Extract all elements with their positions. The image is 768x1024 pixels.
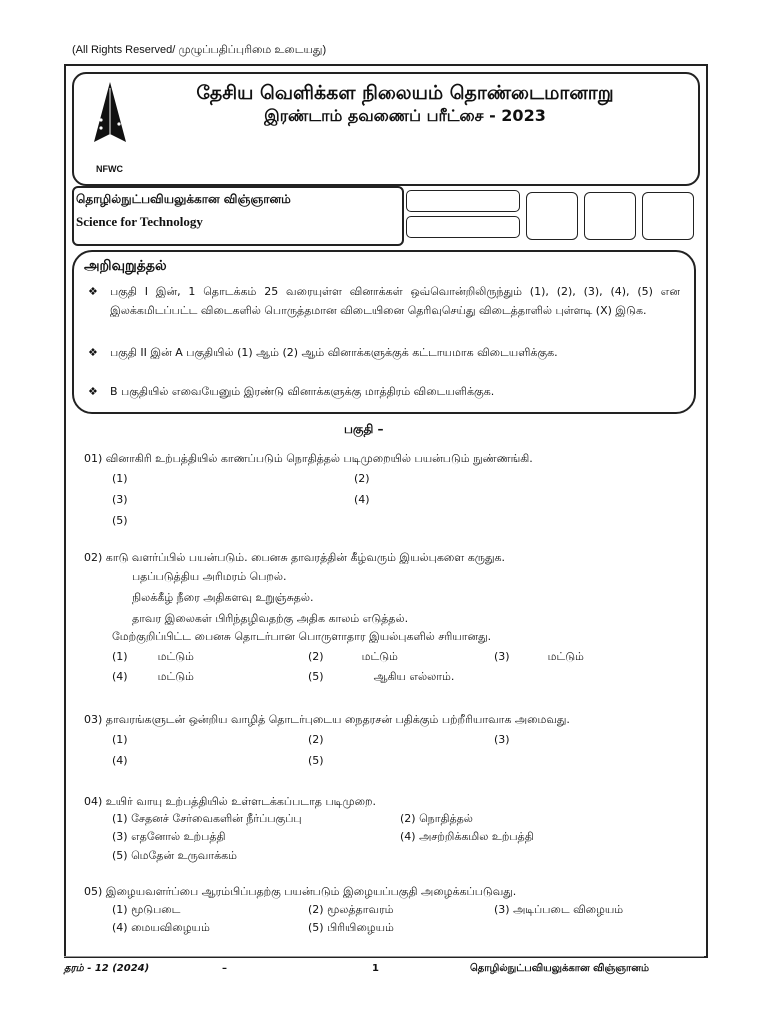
q2-option-5-text: ஆகிய எல்லாம். [373, 670, 455, 683]
q1-option-5[interactable]: (5) [112, 514, 128, 527]
q2-option-2-text: மட்டும் [361, 650, 398, 663]
q2-option-3[interactable] [494, 650, 584, 665]
instruction-3 [88, 382, 680, 401]
q1-option-4[interactable]: (4) [354, 493, 370, 506]
q1-option-2[interactable]: (2) [354, 472, 370, 485]
subject-tamil: தொழில்நுட்பவியலுக்கான விஞ்ஞானம் [76, 192, 291, 206]
instruction-2 [88, 343, 680, 362]
q2-option-1[interactable] [112, 650, 194, 665]
instruction-3-text: B பகுதியில் எவையேனும் இரண்டு வினாக்களுக்கு மாத்திரம் விடையளிக்குக. [110, 385, 495, 398]
subject-english: Science for Technology [76, 214, 203, 229]
instructions-title: அறிவுறுத்தல் [84, 258, 167, 274]
q5-option-3[interactable]: (3) அடிப்படை விழையம் [494, 903, 624, 916]
q4-option-5[interactable]: (5) மெதேன் உருவாக்கம் [112, 849, 238, 862]
q2-option-4-text: மட்டும் [157, 670, 194, 683]
footer-subject: தொழில்நுட்பவியலுக்கான விஞ்ஞானம் [470, 963, 649, 974]
exam-title: இரண்டாம் தவணைப் பரீட்சை - 2023 [264, 106, 546, 125]
instruction-2-text: பகுதி II இன் A பகுதியில் (1) ஆம் (2) ஆம் வினாக்களுக்குக் கட்டாயமாக விடையளிக்குக. [110, 346, 558, 359]
diamond-bullet-icon: ❖ [88, 285, 98, 298]
question-1: 01) வினாகிரி உற்பத்தியில் காணப்படும் நொதித்தல் படிமுறையில் பயன்படும் நுண்ணங்கி. [84, 452, 533, 465]
q2-option-4[interactable] [112, 670, 194, 685]
section-heading: பகுதி – [344, 422, 384, 436]
q4-option-3[interactable]: (3) எதனோல் உற்பத்தி [112, 830, 226, 843]
question-3: 03) தாவரங்களுடன் ஒன்றிய வாழித் தொடர்புடைய நைதரசன் பதிக்கும் பற்றீரியாவாக அமைவது. [84, 713, 570, 726]
q2-option-5[interactable] [308, 670, 454, 685]
code-box-3[interactable] [642, 192, 694, 240]
instruction-1 [88, 282, 680, 320]
field-box-2[interactable] [406, 216, 520, 238]
nfwc-logo [86, 80, 134, 150]
code-box-2[interactable] [584, 192, 636, 240]
q2-option-2-num: (2) [308, 650, 324, 663]
q5-option-1[interactable]: (1) மூடுபடை [112, 903, 181, 916]
q2-option-1-num: (1) [112, 650, 128, 663]
q2-stem: மேற்குறிப்பிட்ட பைனசு தொடர்பான பொருளாதார இயல்புகளில் சரியானது. [112, 630, 492, 643]
footer-dash: – [222, 963, 227, 974]
diamond-bullet-icon: ❖ [88, 385, 98, 398]
q4-option-4[interactable]: (4) அசற்றிக்கமில உற்பத்தி [400, 830, 534, 843]
q3-option-1[interactable]: (1) [112, 733, 128, 746]
q2-option-1-text: மட்டும் [157, 650, 194, 663]
q3-option-5[interactable]: (5) [308, 754, 324, 767]
question-5: 05) இழையவளர்ப்பை ஆரம்பிப்பதற்கு பயன்படும் இழையப்பகுதி அழைக்கப்படுவது. [84, 885, 517, 898]
field-box-1[interactable] [406, 190, 520, 212]
q2-option-2[interactable] [308, 650, 398, 665]
q1-option-3[interactable]: (3) [112, 493, 128, 506]
q5-option-4[interactable]: (4) மையவிழையம் [112, 921, 210, 934]
q5-option-5[interactable]: (5) பிரியிழையம் [308, 921, 394, 934]
institution-title: தேசிய வெளிக்கள நிலையம் தொண்டைமானாறு [196, 82, 614, 104]
q3-option-4[interactable]: (4) [112, 754, 128, 767]
q2-statement-c: தாவர இலைகள் பிரிந்தழிவதற்கு அதிக காலம் எடுத்தல். [132, 612, 409, 625]
copyright-notice: (All Rights Reserved/ முழுப்பதிப்புரிமை உடையது) [72, 44, 327, 56]
footer-divider [64, 956, 704, 957]
question-2: 02) காடு வளர்ப்பில் பயன்படும். பைனசு தாவரத்தின் கீழ்வரும் இயல்புகளை கருதுக. [84, 551, 506, 564]
q2-option-5-num: (5) [308, 670, 324, 683]
q3-option-2[interactable]: (2) [308, 733, 324, 746]
q1-option-1[interactable]: (1) [112, 472, 128, 485]
q4-option-2[interactable]: (2) நொதித்தல் [400, 812, 473, 825]
instruction-1-text: பகுதி I இன், 1 தொடக்கம் 25 வரையுள்ள வினாக்கள் ஒவ்வொன்றிலிருந்தும் (1), (2), (3), (4), (5) என இலக்கமிடப்பட்ட விடைகளில் பொருத்தமான விடையினை தெரிவுசெய்து விடைத்தாளில் புள்ளடி (X) இடுக. [110, 285, 680, 317]
q2-statement-b: நிலக்கீழ் நீரை அதிகளவு உறுஞ்சுதல். [132, 591, 314, 604]
footer-grade: தரம் - 12 (2024) [64, 963, 150, 974]
page-number: 1 [372, 963, 379, 974]
q5-option-2[interactable]: (2) மூலத்தாவரம் [308, 903, 394, 916]
diamond-bullet-icon: ❖ [88, 346, 98, 359]
logo-text: NFWC [96, 164, 123, 174]
q2-option-4-num: (4) [112, 670, 128, 683]
code-box-1[interactable] [526, 192, 578, 240]
q2-statement-a: பதப்படுத்திய அரிமரம் பெறல். [132, 570, 287, 583]
q2-option-3-num: (3) [494, 650, 510, 663]
question-4: 04) உயிர் வாயு உற்பத்தியில் உள்ளடக்கப்படாத படிமுறை. [84, 795, 376, 808]
q2-option-3-text: மட்டும் [547, 650, 584, 663]
q3-option-3[interactable]: (3) [494, 733, 510, 746]
q4-option-1[interactable]: (1) சேதனச் சேர்வைகளின் நீர்ப்பகுப்பு [112, 812, 302, 825]
